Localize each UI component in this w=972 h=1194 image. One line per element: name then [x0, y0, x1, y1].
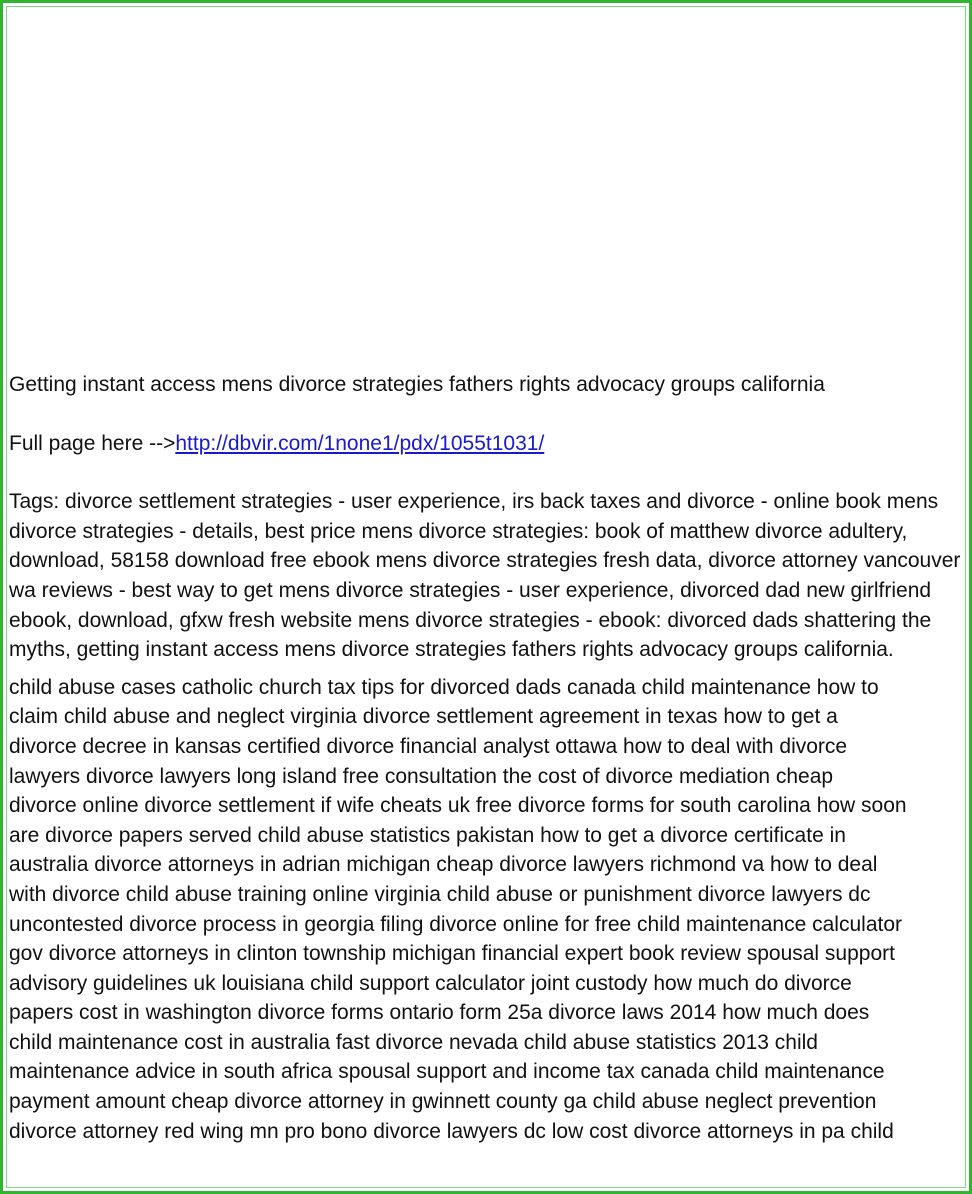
keyword-line: divorce decree in kansas certified divorce financial analyst ottawa how to deal with divorce — [9, 734, 848, 758]
keyword-line: papers cost in washington divorce forms ontario form 25a divorce laws 2014 how much does — [9, 1001, 870, 1025]
keyword-line: lawyers divorce lawyers long island free consultation the cost of divorce mediation cheap — [9, 764, 834, 788]
keyword-line: child maintenance cost in australia fast divorce nevada child abuse statistics 2013 child — [9, 1030, 818, 1054]
keyword-line: australia divorce attorneys in adrian michigan cheap divorce lawyers richmond va how to deal — [9, 853, 878, 877]
tags-paragraph: Tags: divorce settlement strategies - user experience, irs back taxes and divorce - online book mens divorce strategies - details, best price mens divorce strategies: book of matthew divorce adultery, download, 58158 download free ebook mens divorce strategies fresh data, divorce attorney vancouver wa reviews - best way to get mens divorce strategies - user experience, divorced dad new girlfriend ebook, download, gfxw fresh website mens divorce strategies - ebook: divorced dads shattering the myths, getting instant access mens divorce strategies fathers rights advocacy groups california. — [9, 490, 961, 662]
full-page-label: Full page here --> — [9, 431, 176, 455]
keyword-line: maintenance advice in south africa spousal support and income tax canada child maintenance — [9, 1060, 885, 1084]
full-page-link[interactable]: http://dbvir.com/1none1/pdx/1055t1031/ — [175, 431, 545, 455]
keyword-line: advisory guidelines uk louisiana child support calculator joint custody how much do divorce — [9, 971, 852, 995]
keyword-line: are divorce papers served child abuse statistics pakistan how to get a divorce certificate in — [9, 823, 846, 847]
keywords-paragraph — [9, 673, 971, 1147]
document-body — [9, 370, 971, 1146]
keyword-line: gov divorce attorneys in clinton township michigan financial expert book review spousal support — [9, 942, 895, 966]
keyword-line: payment amount cheap divorce attorney in gwinnett county ga child abuse neglect prevention — [9, 1090, 877, 1114]
keyword-line: with divorce child abuse training online virginia child abuse or punishment divorce lawyers dc — [9, 882, 871, 906]
full-page-line — [9, 429, 971, 459]
keyword-line: divorce attorney red wing mn pro bono divorce lawyers dc low cost divorce attorneys in pa child — [9, 1119, 894, 1143]
keyword-line: divorce online divorce settlement if wife cheats uk free divorce forms for south carolina how soon — [9, 794, 907, 818]
keyword-line: uncontested divorce process in georgia filing divorce online for free child maintenance calculator — [9, 912, 903, 936]
title-line: Getting instant access mens divorce strategies fathers rights advocacy groups california — [9, 373, 825, 396]
keyword-line: child abuse cases catholic church tax tips for divorced dads canada child maintenance how to — [9, 675, 879, 699]
keyword-line: claim child abuse and neglect virginia divorce settlement agreement in texas how to get a — [9, 705, 838, 729]
